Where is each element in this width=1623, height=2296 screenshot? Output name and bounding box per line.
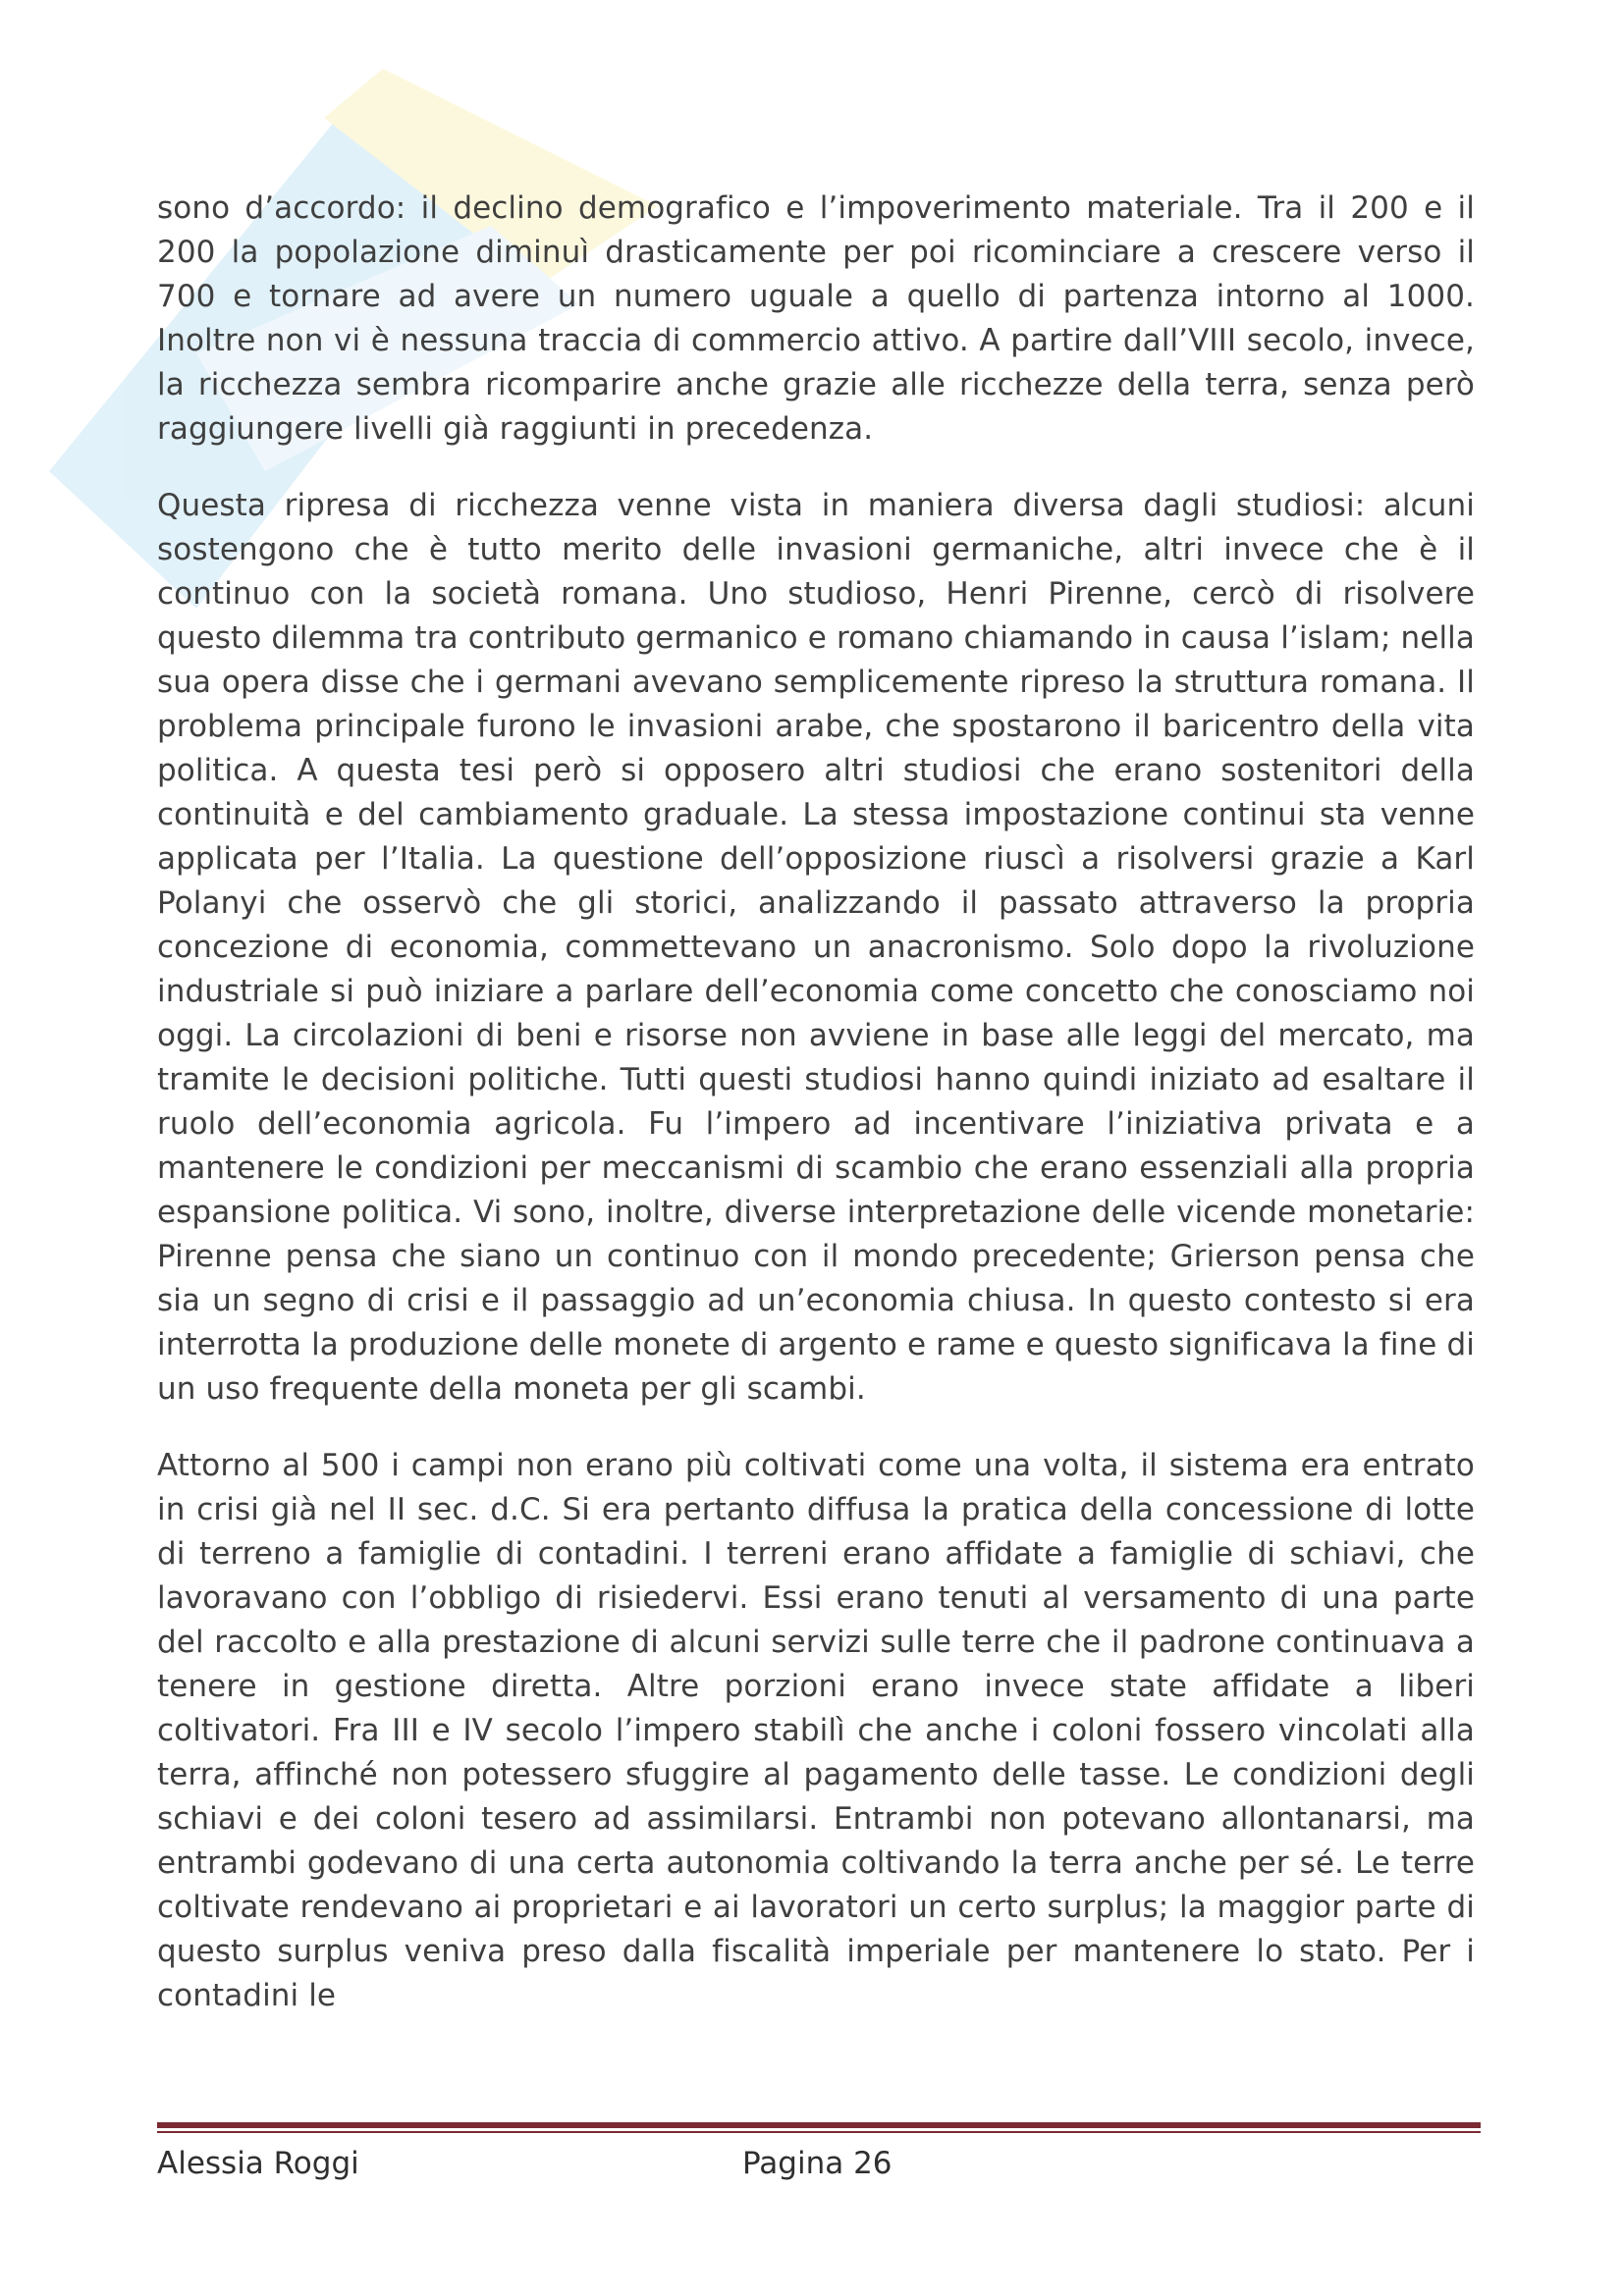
- footer-author: Alessia Roggi: [157, 2146, 359, 2181]
- paragraph-1: sono d’accordo: il declino demografico e l’impoverimento materiale. Tra il 200 e il 200 la popolazione diminuì drasticamente per poi ricominciare a crescere verso il 700 e tornare ad avere un numero uguale a quello di partenza intorno al 1000. Inoltre non vi è nessuna traccia di commercio attivo. A partire dall’VIII secolo, invece, la ricchezza sembra ricomparire anche grazie alle ricchezze della terra, senza però raggiungere livelli già raggiunti in precedenza.: [157, 190, 1475, 447]
- document-body: [157, 187, 1475, 2051]
- paragraph-2: Questa ripresa di ricchezza venne vista in maniera diversa dagli studiosi: alcuni sostengono che è tutto merito delle invasioni germaniche, altri invece che è il continuo con la società romana. Uno studioso, Henri Pirenne, cercò di risolvere questo dilemma tra contributo germanico e romano chiamando in causa l’islam; nella sua opera disse che i germani avevano semplicemente ripreso la struttura romana. Il problema principale furono le invasioni arabe, che spostarono il baricentro della vita politica. A questa tesi però si opposero altri studiosi che erano sostenitori della continuità e del cambiamento graduale. La stessa impostazione continui sta venne applicata per l’Italia. La questione dell’opposizione riuscì a risolversi grazie a Karl Polanyi che osservò che gli storici, analizzando il passato attraverso la propria concezione di economia, commettevano un anacronismo. Solo dopo la rivoluzione industriale si può iniziare a parlare dell’economia come concetto che conosciamo noi oggi. La circolazioni di beni e risorse non avviene in base alle leggi del mercato, ma tramite le decisioni politiche. Tutti questi studiosi hanno quindi iniziato ad esaltare il ruolo dell’economia agricola. Fu l’impero ad incentivare l’iniziativa privata e a mantenere le condizioni per meccanismi di scambio che erano essenziali alla propria espansione politica. Vi sono, inoltre, diverse interpretazione delle vicende monetarie: Pirenne pensa che siano un continuo con il mondo precedente; Grierson pensa che sia un segno di crisi e il passaggio ad un’economia chiusa. In questo contesto si era interrotta la produzione delle monete di argento e rame e questo significava la fine di un uso frequente della moneta per gli scambi.: [157, 488, 1475, 1407]
- footer-divider: [157, 2122, 1481, 2133]
- page-number: Pagina 26: [742, 2146, 893, 2181]
- paragraph-3: Attorno al 500 i campi non erano più coltivati come una volta, il sistema era entrato in crisi già nel II sec. d.C. Si era pertanto diffusa la pratica della concessione di lotte di terreno a famiglie di contadini. I terreni erano affidate a famiglie di schiavi, che lavoravano con l’obbligo di risiedervi. Essi erano tenuti al versamento di una parte del raccolto e alla prestazione di alcuni servizi sulle terre che il padrone continuava a tenere in gestione diretta. Altre porzioni erano invece state affidate a liberi coltivatori. Fra III e IV secolo l’impero stabilì che anche i coloni fossero vincolati alla terra, affinché non potessero sfuggire al pagamento delle tasse. Le condizioni degli schiavi e dei coloni tesero ad assimilarsi. Entrambi non potevano allontanarsi, ma entrambi godevano di una certa autonomia coltivando la terra anche per sé. Le terre coltivate rendevano ai proprietari e ai lavoratori un certo surplus; la maggior parte di questo surplus veniva preso dalla fiscalità imperiale per mantenere lo stato. Per i contadini le: [157, 1448, 1475, 2013]
